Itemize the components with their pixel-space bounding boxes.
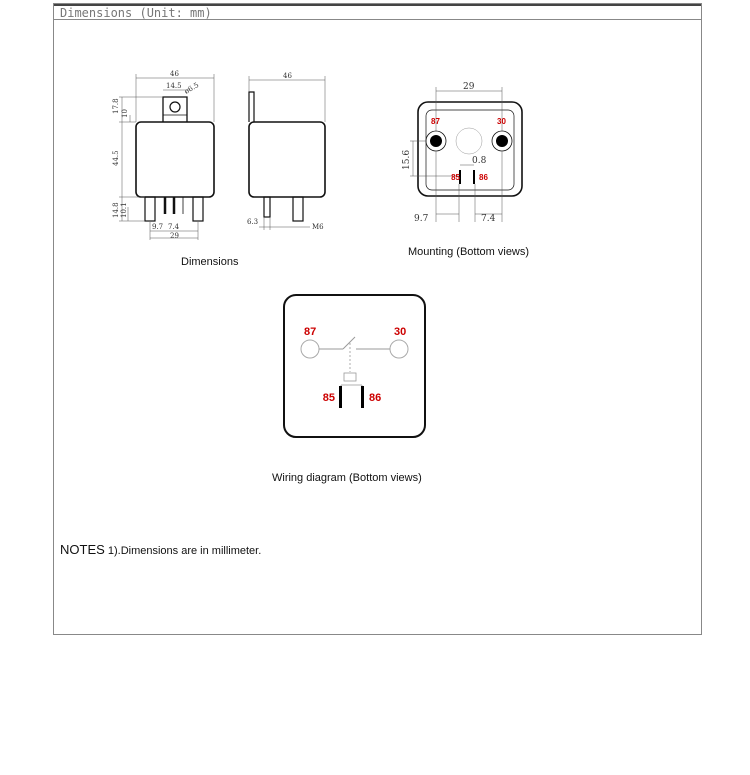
dim-pin-height: 14.8 xyxy=(112,202,120,218)
dim-front-width: 46 xyxy=(170,70,179,78)
dim-side-width: 46 xyxy=(283,72,292,80)
mount-pin-87-label: 87 xyxy=(431,117,440,126)
mount-pin-30-label: 30 xyxy=(497,117,506,126)
side-view-dimensions xyxy=(249,76,325,230)
dim-side-pin-width: 6.3 xyxy=(247,218,259,226)
dim-pin-spacing-1: 9.7 xyxy=(152,223,164,231)
dim-mount-right: 7.4 xyxy=(481,214,496,224)
notes xyxy=(60,541,261,559)
caption-dimensions: Dimensions xyxy=(181,256,239,268)
side-view-drawing xyxy=(249,92,325,221)
dim-pin-height-2: 10.1 xyxy=(120,202,128,218)
dim-mount-left: 9.7 xyxy=(414,214,429,224)
mount-pin-86-label: 86 xyxy=(479,173,488,182)
dim-hole: ø6.5 xyxy=(183,81,201,96)
notes-body: 1).Dimensions are in millimeter. xyxy=(104,545,262,557)
notes-heading: NOTES xyxy=(60,542,105,557)
front-view-dimensions xyxy=(119,74,214,240)
dim-body-height: 44.5 xyxy=(112,150,120,166)
caption-mounting: Mounting (Bottom views) xyxy=(408,246,530,258)
dim-mount-gap: 0.8 xyxy=(472,156,487,166)
dim-thread: M6 xyxy=(312,223,324,231)
dim-mount-height: 15.6 xyxy=(402,149,412,170)
mount-pin-85-label: 85 xyxy=(451,173,460,182)
wiring-diagram xyxy=(284,295,425,437)
wiring-pin-85-label: 85 xyxy=(322,392,335,404)
dim-top-height: 17.8 xyxy=(112,98,120,114)
wiring-pin-87-label: 87 xyxy=(304,326,317,338)
section-title: Dimensions (Unit: mm) xyxy=(60,6,212,20)
dim-mount-width: 29 xyxy=(463,82,475,92)
front-view-drawing xyxy=(136,97,214,221)
mounting-dimensions xyxy=(410,87,502,222)
dim-tab-height: 10 xyxy=(121,109,129,118)
wiring-pin-86-label: 86 xyxy=(369,392,382,404)
dim-pin-spacing-2: 7.4 xyxy=(168,223,180,231)
mounting-pins xyxy=(430,135,508,184)
dim-pin-total: 29 xyxy=(170,232,179,240)
wiring-pin-30-label: 30 xyxy=(394,326,407,338)
caption-wiring: Wiring diagram (Bottom views) xyxy=(272,472,422,484)
dim-tab-width: 14.5 xyxy=(166,82,182,90)
